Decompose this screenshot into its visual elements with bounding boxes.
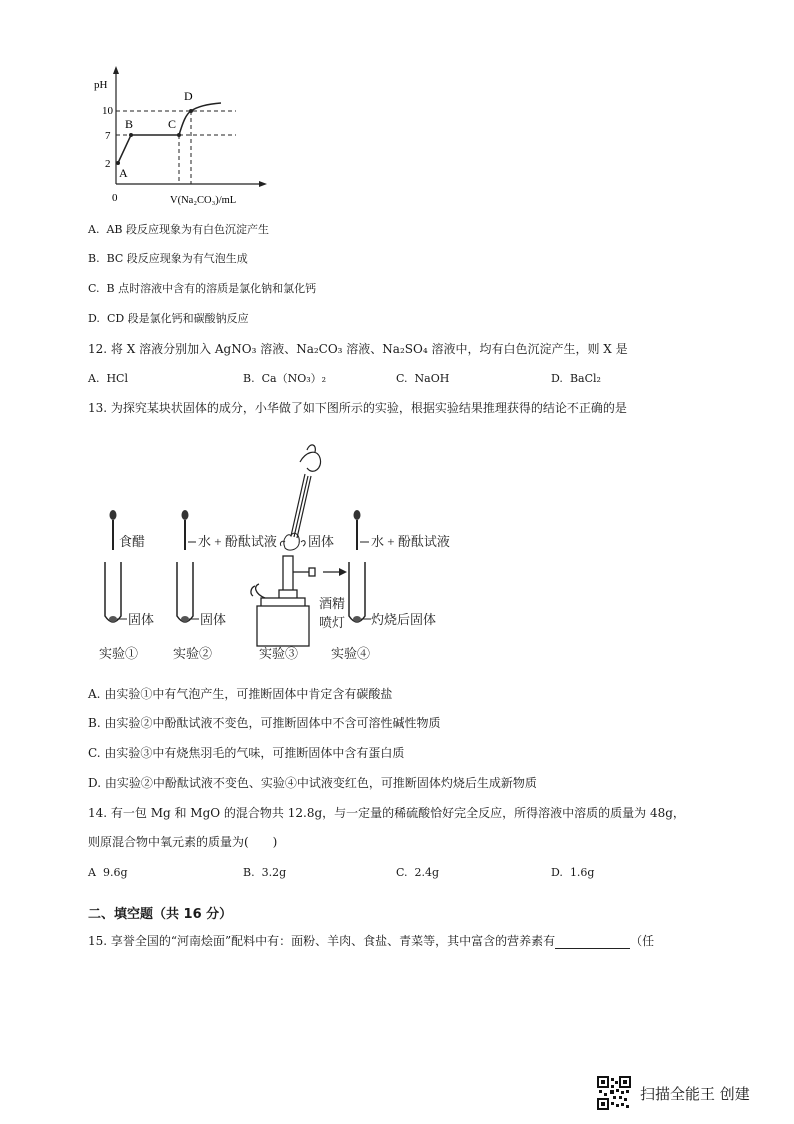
q13-option-c: C. 由实验③中有烧焦羽毛的气味，可推断固体中含有蛋白质 bbox=[88, 746, 405, 760]
ph-chart bbox=[88, 62, 268, 212]
test-tube-1 bbox=[105, 562, 121, 622]
dropper-2-icon bbox=[182, 510, 189, 550]
q14-option-c: C. 2.4g bbox=[396, 866, 440, 879]
point-a: A bbox=[119, 166, 128, 180]
dropper-4-label: 水 + 酚酞试液 bbox=[371, 534, 450, 549]
q12-option-d: D. BaCl₂ bbox=[551, 372, 601, 385]
x-axis-label: V(Na₂CO₃)/mL bbox=[170, 195, 237, 206]
answer-blank bbox=[555, 936, 630, 949]
point-d: D bbox=[184, 89, 193, 103]
section-heading: 二、填空题（共 16 分） bbox=[88, 907, 233, 922]
q13-option-b: B. 由实验②中酚酞试液不变色，可推断固体中不含可溶性碱性物质 bbox=[88, 716, 441, 730]
q14-option-a: A 9.6g bbox=[88, 866, 128, 879]
tube-2-label: 固体 bbox=[200, 612, 227, 627]
option-text: CD 段是氯化钙和碳酸钠反应 bbox=[106, 312, 249, 325]
y-tick-2: 2 bbox=[105, 158, 111, 170]
tube-4-label: 灼烧后固体 bbox=[371, 612, 437, 627]
option-text: BC 段反应现象为有气泡生成 bbox=[106, 252, 248, 265]
exp-3-caption: 实验③ bbox=[259, 646, 299, 661]
y-tick-10: 10 bbox=[102, 105, 113, 117]
tube-1-label: 固体 bbox=[128, 612, 155, 627]
q12-option-c: C. NaOH bbox=[396, 372, 450, 385]
exp-4-caption: 实验④ bbox=[331, 646, 371, 661]
q12-stem: 12. 将 X 溶液分别加入 AgNO₃ 溶液、Na₂CO₃ 溶液、Na₂SO₄ 溶液中，均有白色沉淀产生，则 X 是 bbox=[88, 342, 628, 356]
test-tube-2 bbox=[177, 562, 193, 622]
origin-label: 0 bbox=[112, 192, 118, 204]
lamp-label-1: 酒精 bbox=[319, 596, 346, 611]
q14-option-b: B. 3.2g bbox=[243, 866, 287, 879]
test-tube-4 bbox=[349, 562, 365, 622]
dropper-1-icon bbox=[110, 510, 117, 550]
arrow-icon bbox=[323, 568, 347, 576]
option-text: B 点时溶液中含有的溶质是氯化钠和氯化钙 bbox=[106, 282, 317, 295]
dropper-4-icon bbox=[354, 510, 361, 550]
point-c: C bbox=[168, 117, 177, 131]
q13-option-d: D. 由实验②中酚酞试液不变色、实验④中试液变红色，可推断固体灼烧后生成新物质 bbox=[88, 776, 537, 790]
y-tick-7: 7 bbox=[105, 130, 111, 142]
q14-option-d: D. 1.6g bbox=[551, 866, 595, 879]
flame-icon bbox=[280, 533, 305, 550]
crucible-tongs-icon bbox=[291, 445, 321, 538]
q11-option-b bbox=[88, 252, 248, 266]
option-letter: A. bbox=[88, 223, 100, 236]
option-text: AB 段反应现象为有白色沉淀产生 bbox=[106, 223, 269, 236]
solid-label: 固体 bbox=[308, 534, 335, 549]
exp-2-caption: 实验② bbox=[173, 646, 213, 661]
dropper-1-label: 食醋 bbox=[119, 534, 146, 549]
experiment-figure bbox=[95, 438, 475, 670]
option-letter: B. bbox=[88, 252, 100, 265]
q11-option-a bbox=[88, 223, 269, 237]
q13-stem: 13. 为探究某块状固体的成分，小华做了如下图所示的实验，根据实验结果推理获得的结论不正确的是 bbox=[88, 401, 627, 415]
lamp-label-2: 喷灯 bbox=[319, 615, 346, 630]
alcohol-blast-lamp-icon bbox=[251, 556, 315, 646]
q14-stem-line2: 则原混合物中氧元素的质量为( ) bbox=[88, 835, 278, 849]
dropper-2-label: 水 + 酚酞试液 bbox=[198, 534, 277, 549]
qr-code-icon bbox=[597, 1076, 631, 1110]
q14-stem-line1: 14. 有一包 Mg 和 MgO 的混合物共 12.8g，与一定量的稀硫酸恰好完全反应，所得溶液中溶质的质量为 48g， bbox=[88, 806, 685, 820]
q12-option-a: A. HCl bbox=[88, 372, 128, 385]
option-letter: D. bbox=[88, 312, 100, 325]
point-b: B bbox=[125, 117, 134, 131]
y-axis-label: pH bbox=[94, 79, 108, 91]
q13-option-a: A. 由实验①中有气泡产生，可推断固体中肯定含有碳酸盐 bbox=[88, 687, 393, 701]
q15-stem: 15. 享誉全国的“河南烩面”配料中有：面粉、羊肉、食盐、青菜等，其中富含的营养素有 （任 bbox=[88, 934, 655, 948]
option-letter: C. bbox=[88, 282, 100, 295]
scanner-watermark: 扫描全能王 创建 bbox=[640, 1085, 750, 1103]
q11-option-d bbox=[88, 312, 249, 326]
q12-option-b: B. Ca（NO₃）₂ bbox=[243, 372, 327, 385]
exp-1-caption: 实验① bbox=[99, 646, 139, 661]
q11-option-c bbox=[88, 282, 316, 296]
